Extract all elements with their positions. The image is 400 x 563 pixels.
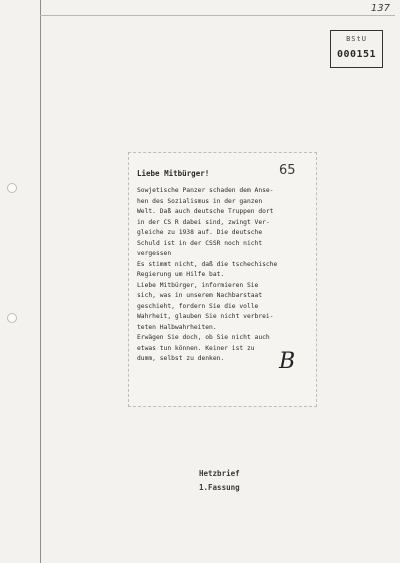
letter-line: teten Halbwahrheiten. bbox=[137, 323, 217, 331]
letter-line: etwas tun können. Keiner ist zu bbox=[137, 344, 255, 352]
margin-line bbox=[40, 0, 41, 563]
letter-card bbox=[128, 152, 317, 407]
document-caption bbox=[199, 467, 240, 495]
letter-line: Welt. Daß auch deutsche Truppen dort bbox=[137, 208, 274, 215]
letter-line: gleiche zu 1938 auf. Die deutsche bbox=[137, 229, 263, 236]
archive-stamp bbox=[330, 30, 383, 68]
caption-version: 1.Fassung bbox=[199, 483, 240, 492]
handwritten-number: 65 bbox=[279, 163, 296, 178]
letter-line: hen des Sozialismus in der ganzen bbox=[137, 197, 263, 205]
letter-salutation: Liebe Mitbürger! bbox=[137, 169, 210, 178]
page-number: 137 bbox=[370, 3, 390, 14]
handwritten-signature: B bbox=[279, 349, 296, 374]
letter-line: Regierung um Hilfe bat. bbox=[137, 271, 225, 278]
punch-hole-icon bbox=[7, 313, 17, 323]
letter-line: in der CS R dabei sind, zwingt Ver- bbox=[137, 218, 270, 226]
stamp-number: 000151 bbox=[336, 49, 377, 60]
letter-line: Wahrheit, glauben Sie nicht verbrei- bbox=[137, 313, 274, 320]
top-edge-line bbox=[40, 15, 395, 16]
letter-line: Erwägen Sie doch, ob Sie nicht auch bbox=[137, 334, 270, 341]
stamp-header: BStU bbox=[346, 35, 367, 43]
letter-line: Schuld ist in der CSSR noch nicht bbox=[137, 239, 263, 247]
letter-line: Liebe Mitbürger, informieren Sie bbox=[137, 281, 259, 289]
letter-line: Sowjetische Panzer schaden dem Anse- bbox=[137, 187, 274, 194]
caption-title: Hetzbrief bbox=[199, 469, 240, 478]
letter-line: vergessen bbox=[137, 250, 172, 257]
letter-line: Es stimmt nicht, daß die tschechische bbox=[137, 260, 278, 268]
letter-line: dumm, selbst zu denken. bbox=[137, 355, 225, 362]
letter-body bbox=[137, 186, 315, 365]
punch-hole-icon bbox=[7, 183, 17, 193]
letter-line: geschieht, fordern Sie die volle bbox=[137, 302, 259, 310]
letter-line: sich, was in unserem Nachbarstaat bbox=[137, 292, 263, 299]
